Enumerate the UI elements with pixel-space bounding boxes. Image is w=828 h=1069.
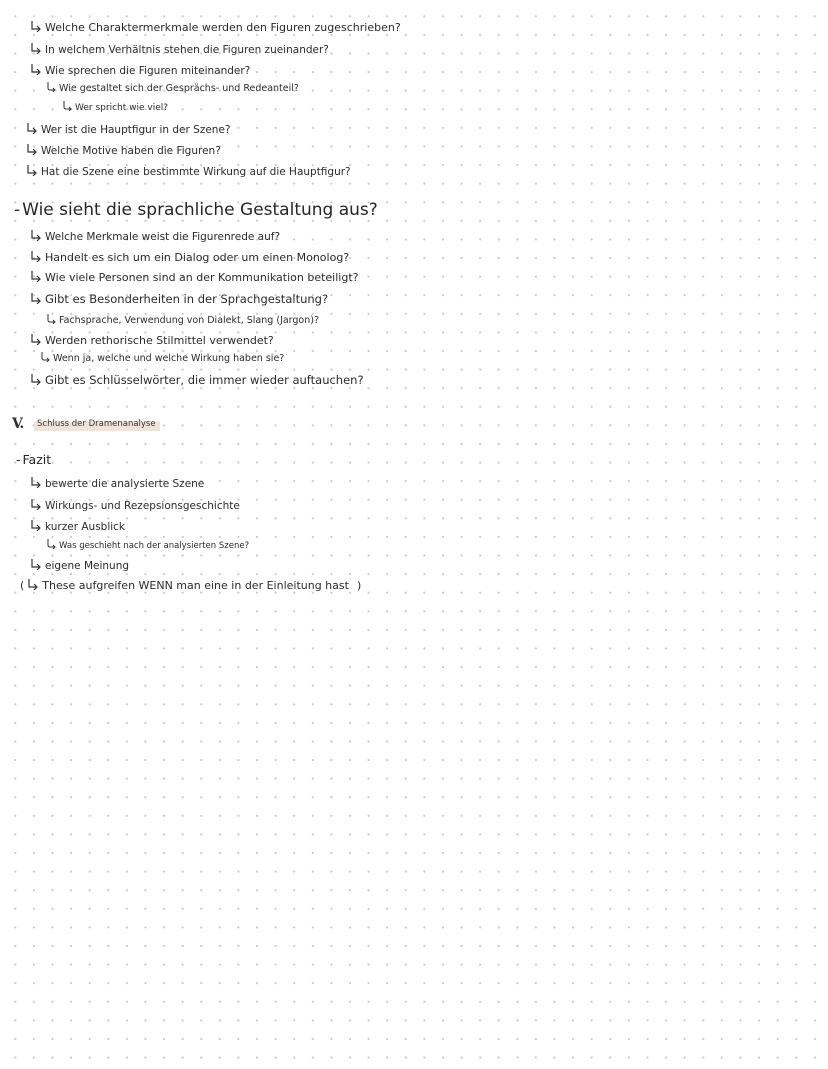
arrow-icon <box>30 519 42 533</box>
note-text: Wirkungs- und Rezepsionsgeschichte <box>45 500 240 512</box>
note-line <box>46 314 319 326</box>
question-text: Wer ist die Hauptfigur in der Szene? <box>41 124 231 136</box>
close-paren: ) <box>356 579 362 592</box>
note-text: bewerte die analysierte Szene <box>45 478 205 490</box>
question-text: In welchem Verhältnis stehen die Figuren zueinander? <box>45 44 329 56</box>
note-line <box>46 539 249 551</box>
question-text: Gibt es Besonderheiten in der Sprachgestaltung? <box>45 292 329 306</box>
question-text: Hat die Szene eine bestimmte Wirkung auf die Hauptfigur? <box>41 166 351 178</box>
open-paren: ( <box>20 579 25 592</box>
note-line <box>30 558 129 572</box>
question-text: Wie sprechen die Figuren miteinander? <box>45 65 251 77</box>
note-line <box>40 352 284 364</box>
hook-arrow-icon <box>46 314 56 326</box>
note-line <box>26 122 230 136</box>
note-line <box>30 229 280 243</box>
note-line <box>30 20 401 33</box>
dash-bullet: - <box>16 452 21 467</box>
arrow-icon <box>30 498 42 512</box>
note-line <box>30 333 274 346</box>
note-text: These aufgreifen WENN man eine in der Einleitung hast <box>42 579 349 592</box>
note-line <box>30 292 328 306</box>
arrow-icon <box>26 122 38 136</box>
note-line <box>26 164 351 178</box>
note-line <box>62 101 168 113</box>
note-text: Was geschieht nach der analysierten Szene? <box>59 541 250 551</box>
arrow-icon <box>30 476 42 490</box>
hook-arrow-icon <box>46 82 56 94</box>
question-text: Wer spricht wie viel? <box>75 103 169 113</box>
note-line <box>30 476 204 490</box>
arrow-icon <box>30 558 42 572</box>
question-text: Welche Merkmale weist die Figurenrede auf? <box>45 231 281 243</box>
hook-arrow-icon <box>40 352 50 364</box>
note-line <box>26 143 221 157</box>
arrow-icon <box>30 373 42 387</box>
section-number: V. <box>12 416 24 432</box>
arrow-icon <box>30 20 42 33</box>
section-heading <box>16 454 51 467</box>
question-text: Wenn ja, welche und welche Wirkung haben sie? <box>53 353 285 364</box>
note-line <box>30 250 349 263</box>
note-line <box>30 519 125 533</box>
note-text: eigene Meinung <box>45 560 130 572</box>
question-text: Wie viele Personen sind an der Kommunikation beteiligt? <box>45 271 359 284</box>
arrow-icon <box>30 63 42 77</box>
hook-arrow-icon <box>62 101 72 113</box>
question-text: Handelt es sich um ein Dialog oder um einen Monolog? <box>45 251 350 264</box>
arrow-icon <box>30 229 42 243</box>
arrow-icon <box>26 164 38 178</box>
question-text: Wie gestaltet sich der Gesprächs- und Redeanteil? <box>59 83 299 94</box>
question-text: Gibt es Schlüsselwörter, die immer wieder auftauchen? <box>45 373 364 387</box>
note-text: kurzer Ausblick <box>45 521 126 533</box>
arrow-icon <box>30 42 42 56</box>
arrow-icon <box>26 143 38 157</box>
section-title: Schluss der Dramenanalyse <box>34 417 160 432</box>
note-line <box>30 498 240 512</box>
note-line <box>30 270 358 283</box>
note-line <box>30 373 364 387</box>
note-line <box>30 42 329 56</box>
note-line <box>20 578 361 591</box>
section-heading <box>14 202 378 219</box>
note-line <box>30 63 250 77</box>
question-text: Fachsprache, Verwendung von Dialekt, Slang (Jargon)? <box>59 315 320 326</box>
note-line <box>46 82 299 94</box>
arrow-icon <box>30 250 42 263</box>
arrow-icon <box>30 333 42 346</box>
heading-text: Fazit <box>22 452 52 467</box>
arrow-icon <box>30 270 42 283</box>
arrow-icon <box>30 292 42 306</box>
arrow-icon <box>27 578 39 591</box>
dash-bullet: - <box>14 200 21 220</box>
heading-text: Wie sieht die sprachliche Gestaltung aus? <box>22 200 378 220</box>
question-text: Welche Motive haben die Figuren? <box>41 145 221 157</box>
question-text: Welche Charaktermerkmale werden den Figuren zugeschrieben? <box>45 21 401 34</box>
question-text: Werden rethorische Stilmittel verwendet? <box>45 334 274 347</box>
hook-arrow-icon <box>46 539 56 551</box>
